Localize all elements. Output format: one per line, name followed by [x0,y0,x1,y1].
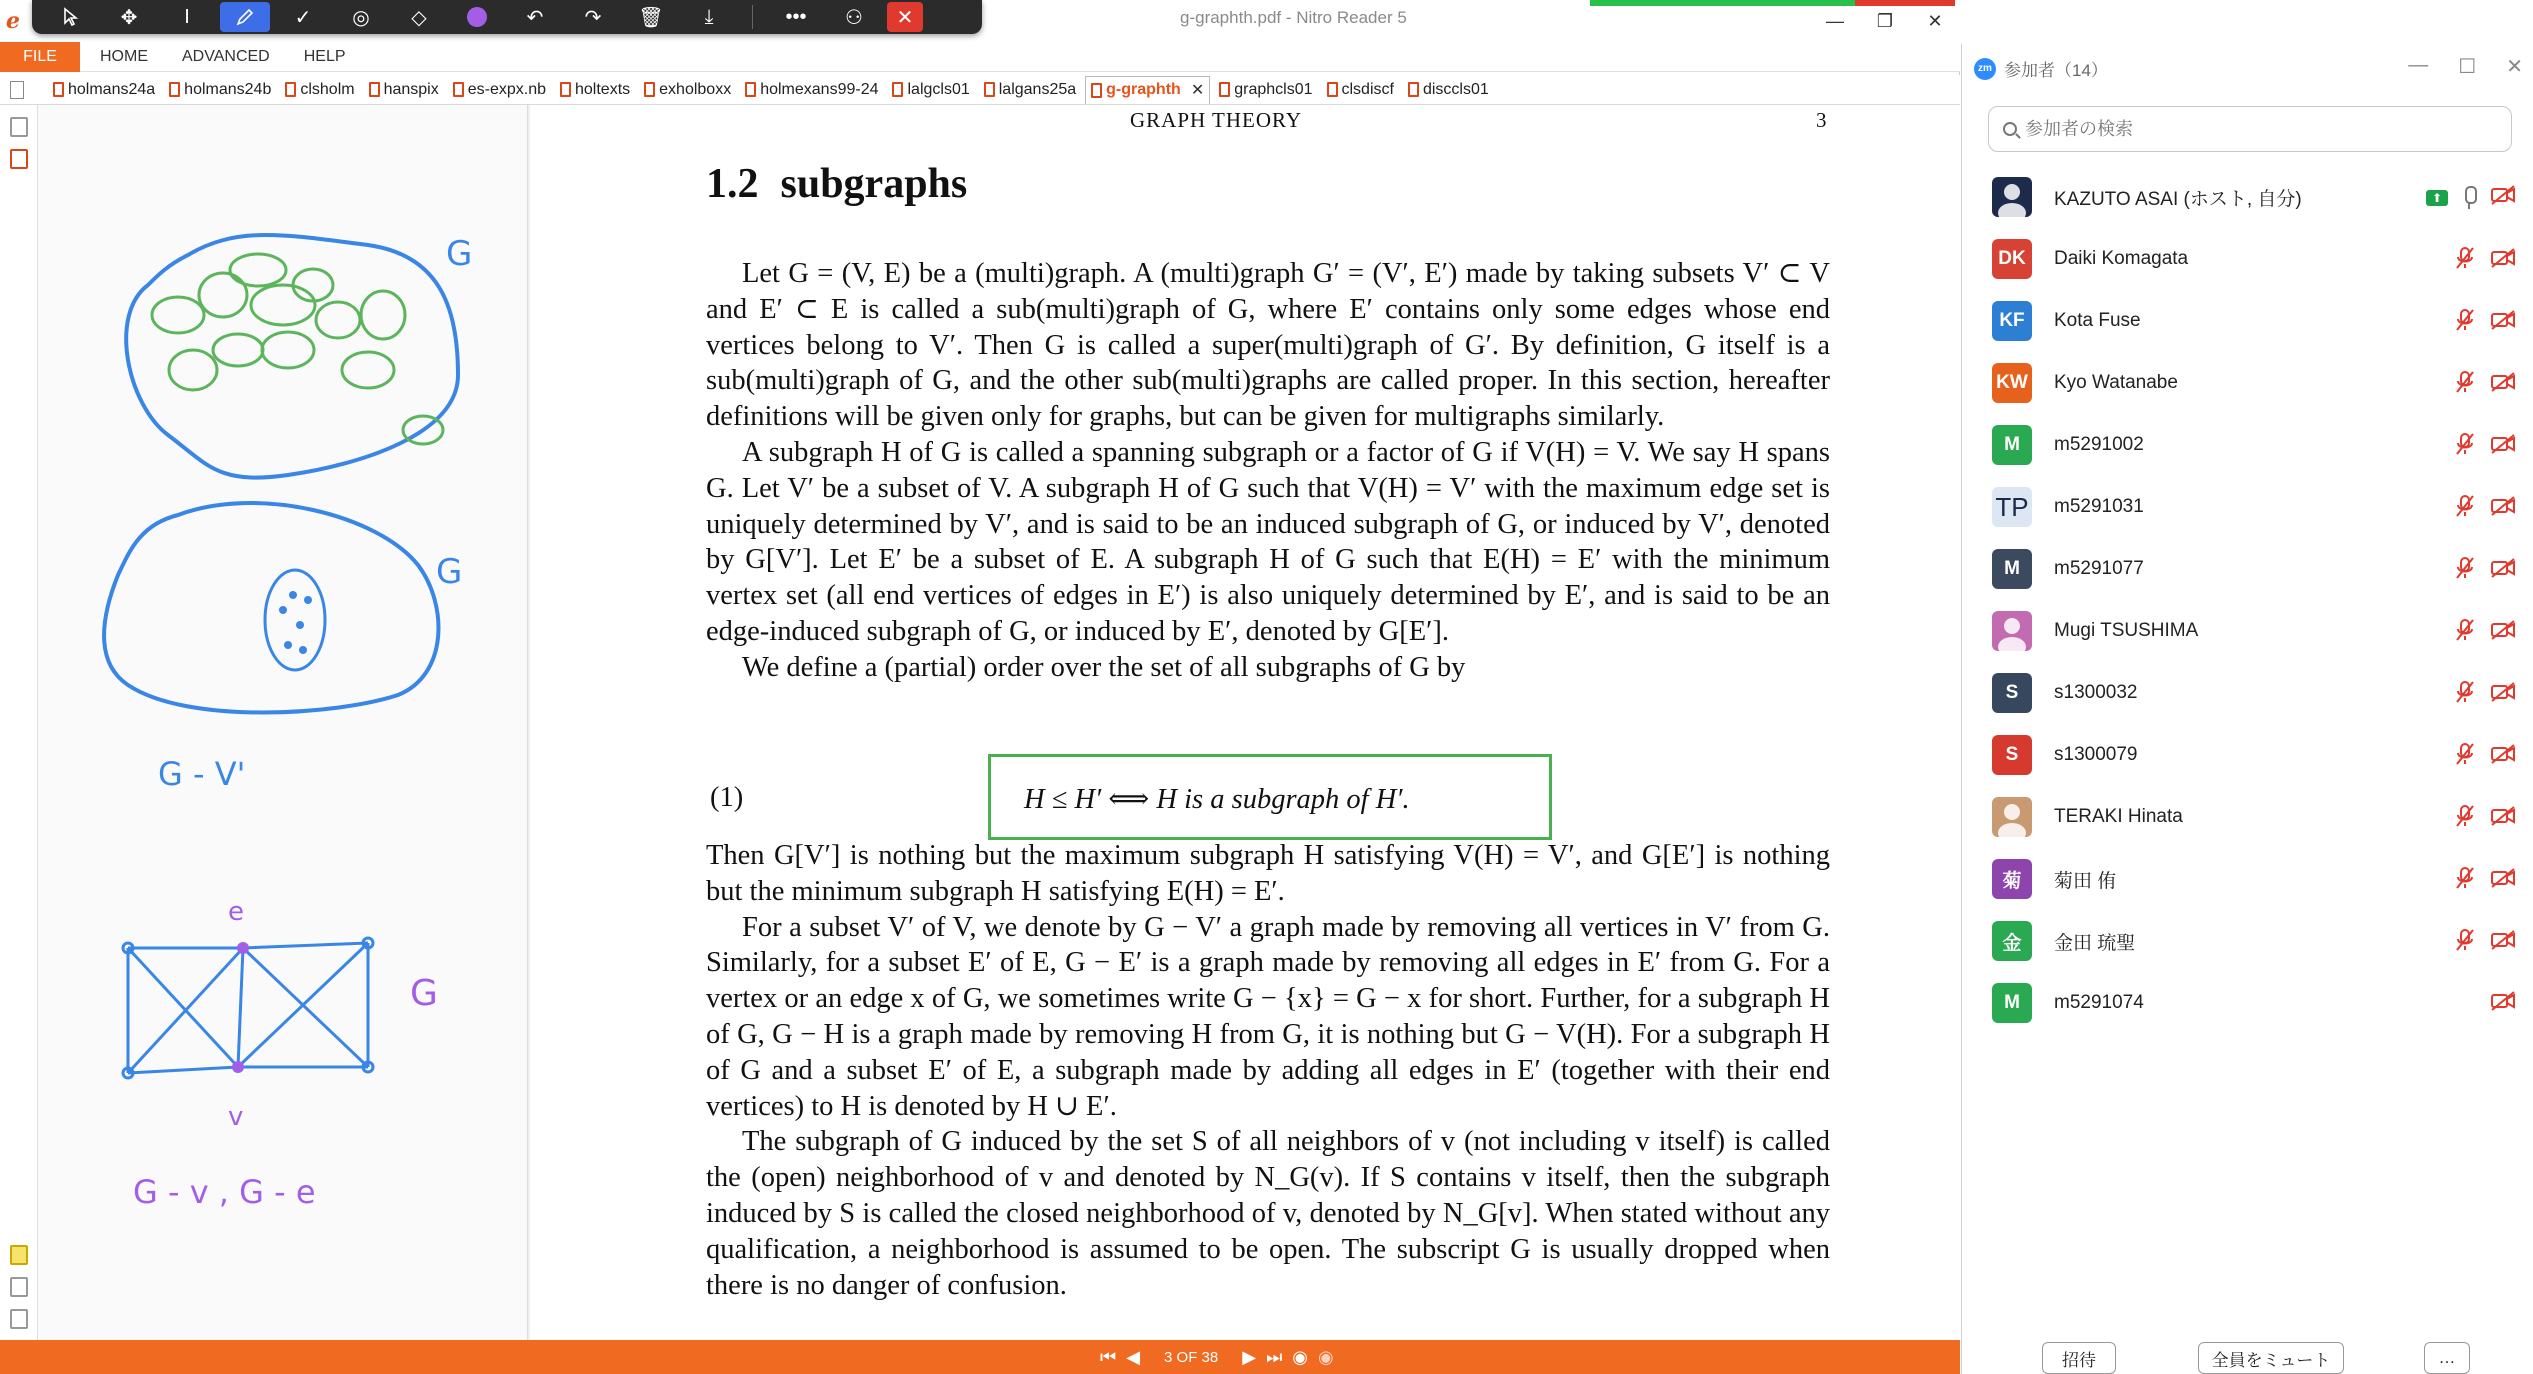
spotlight-icon[interactable]: ◎ [352,6,370,29]
avatar-initials: S [2005,682,2019,703]
doc-tab[interactable] [280,76,359,104]
doc-tab-label: lalgcls01 [907,80,970,98]
mic-muted-icon[interactable] [2454,928,2476,957]
avatar-initials: KF [1999,310,2025,331]
doc-tab[interactable] [448,76,551,104]
avatar [1992,239,2032,279]
paragraph-5: For a subset V′ of V, we denote by G − V′ a graph made by removing all vertices in V′ from G. Similarly, for a subset E′ of E, G − E′ is a graph made by removing all edges in E′ from G. For a vertex or an edge x of G, we sometimes write G − {x} = G − x for short. Further, for a subgraph H of G, G − H is a graph made by removing H from G, it is nothing but G − V(H). For a subgraph H of G and a subset E′ of E, a subgraph made by adding all edges in E′ (together with their end vertices) to H is denoted by H ∪ E′. [706,911,1830,1122]
prev-page-icon[interactable]: ◀ [1126,1346,1141,1367]
video-off-icon[interactable] [2490,867,2516,894]
back-view-icon[interactable]: ◉ [1292,1346,1309,1367]
more-options-button[interactable]: … [2424,1342,2470,1374]
pdf-file-icon [560,82,571,97]
avatar-initials: DK [1998,248,2026,269]
paragraph-1: Let G = (V, E) be a (multi)graph. A (multi)graph G′ = (V′, E′) made by taking subsets V′ ⊂ V and E′ ⊂ E is called a sub(multi)graph of G, where E′ contains only some edges whose end vertices belong to V′. Then G is called a super(multi)graph of G′. By definition, G itself is a sub(multi)graph of G, and the other sub(multi)graphs are called proper. In this section, hereafter definitions will be given only for graphs, but can be given for multigraphs similarly. [706,258,1830,433]
avatar [1992,301,2032,341]
help-menu[interactable]: HELP [303,47,346,65]
doc-tab-label: holmans24b [184,80,272,98]
pdf-file-icon [1408,82,1419,97]
video-off-icon[interactable] [2490,557,2516,584]
running-head: GRAPH THEORY [1130,108,1303,132]
pdf-file-icon [644,82,655,97]
maximize-icon[interactable]: ❐ [1876,10,1894,31]
pdf-file-icon [1327,82,1338,97]
pdf-file-icon [1091,83,1102,98]
video-off-icon[interactable] [2490,743,2516,770]
more-options-icon[interactable]: ••• [785,5,807,28]
avatar-initials: 菊 [2002,870,2022,892]
window-title: g-graphth.pdf - Nitro Reader 5 [1180,8,1407,27]
equation-label: (1) [710,782,744,813]
participant-row[interactable] [1962,724,2533,786]
mic-muted-icon[interactable] [2454,866,2476,895]
equation-text: H ≤ H′ ⟺ H is a subgraph of H′. [1024,784,1410,815]
video-off-icon[interactable] [2490,619,2516,646]
avatar [1992,549,2032,589]
doc-tab-label: holtexts [575,80,631,98]
window-controls [1810,0,1960,42]
mic-muted-icon[interactable] [2454,370,2476,399]
avatar [1992,177,2032,217]
video-off-icon[interactable] [2490,990,2516,1017]
mouse-pointer-icon[interactable] [46,2,96,32]
participant-name: m5291002 [2054,434,2144,455]
participant-row[interactable] [1962,476,2533,538]
mic-muted-icon[interactable] [2454,804,2476,833]
avatar [1992,363,2032,403]
pdf-file-icon [369,82,380,97]
annotation-drawings[interactable] [38,105,528,1340]
participant-row[interactable] [1962,290,2533,352]
next-page-icon[interactable]: ▶ [1242,1346,1257,1367]
color-picker-icon[interactable] [452,2,502,32]
select-move-icon[interactable]: ✥ [120,6,138,29]
doc-tab[interactable] [887,76,974,104]
avatar [1992,673,2032,713]
paragraph-4: Then G[V′] is nothing but the maximum subgraph H satisfying V(H) = V′, and G[E′] is nothing but the minimum subgraph H satisfying E(H) = E′. [706,840,1830,907]
screen-share-icon: ⬆ [2426,190,2448,206]
doc-tab-label: graphcls01 [1234,80,1313,98]
search-icon [2003,122,2017,136]
paragraph-3: We define a (partial) order over the set of all subgraphs of G by [742,651,1466,683]
video-off-icon[interactable] [2490,309,2516,336]
doc-tab[interactable] [740,76,883,104]
participant-name: m5291031 [2054,496,2144,517]
participant-name: Mugi TSUSHIMA [2054,620,2199,641]
page-navigation [1100,1340,1334,1374]
pdf-file-icon [1219,82,1230,97]
avatar-initials: KW [1996,372,2028,393]
stamp-check-icon[interactable]: ✓ [294,6,312,29]
participant-name: KAZUTO ASAI (ホスト, 自分) [2054,188,2302,210]
text-tool-icon[interactable]: I [184,5,190,28]
home-menu[interactable]: HOME [100,47,148,65]
output-icon[interactable] [10,1277,28,1297]
avatar-initials: TP [1995,491,2029,522]
forward-view-icon[interactable]: ◉ [1318,1346,1334,1367]
document-tabs [0,75,1960,105]
video-off-icon[interactable] [2490,929,2516,956]
avatar [1992,425,2032,465]
left-rail [0,105,38,1340]
avatar [1992,611,2032,651]
attachments-icon[interactable] [10,149,28,169]
participant-row[interactable] [1962,972,2533,1034]
advanced-menu[interactable]: ADVANCED [182,47,270,65]
comments-icon[interactable] [10,1245,28,1265]
participant-name: Kota Fuse [2054,310,2141,331]
doc-tab-label: clsdiscf [1341,80,1394,98]
save-download-icon[interactable]: ⤓ [704,5,714,28]
video-off-icon[interactable] [2490,371,2516,398]
pdf-file-icon [745,82,756,97]
doc-tab-label: hanspix [383,80,439,98]
pdf-file-icon [169,82,180,97]
doc-tab[interactable] [1322,76,1399,104]
status-bar [0,1340,1960,1374]
participant-name: TERAKI Hinata [2054,806,2183,827]
doc-tab-label: clsholm [300,80,355,98]
doc-tab[interactable] [48,76,160,104]
pdf-file-icon [453,82,464,97]
panel-maximize-icon[interactable]: ☐ [2458,56,2477,78]
participant-name: 菊田 侑 [2054,870,2117,892]
avatar-initials: M [2004,434,2020,455]
doc-tab-label: exholboxx [659,80,732,98]
body-block-1 [706,256,1830,686]
doc-tab-label: holmexans99-24 [760,80,879,98]
wb-label-g1: G [446,234,473,274]
wb-label-g-minus-v: G - V' [158,755,246,793]
clear-trash-icon[interactable]: 🗑 [638,6,664,29]
participant-name: s1300079 [2054,744,2138,765]
participant-name: m5291074 [2054,992,2144,1013]
panel-footer [1962,1334,2533,1374]
doc-tab-label: g-graphth [1106,81,1181,98]
participant-row[interactable] [1962,166,2533,228]
avatar [1992,921,2032,961]
participant-row[interactable] [1962,228,2533,290]
mic-muted-icon[interactable] [2454,494,2476,523]
avatar-initials: M [2004,992,2020,1013]
video-off-icon[interactable] [2490,184,2516,211]
avatar [1992,859,2032,899]
paragraph-2: A subgraph H of G is called a spanning subgraph or a factor of G if V(H) = V. We say H spans G. Let V′ be a subset of V. A subgraph H of G such that V(H) = V′ with the maximum edge set is uniquely determined by V′, and is said to be an induced subgraph of G, or induced by V′, denoted by G[V′]. Let E′ be a subset of E. A subgraph H of G such that E(H) = E′ with the minimum vertex set (all end vertices of edges in E′) is also uniquely determined by E′, and is said to be an edge-induced subgraph of G, or induced by E′, denoted by G[E′]. [706,436,1830,647]
request-control-icon[interactable]: ⚇ [845,6,863,29]
participants-header [1974,56,2108,81]
equation-1 [706,778,1830,822]
doc-tab[interactable] [555,76,635,104]
participants-title: 参加者（14） [2004,61,2108,80]
close-icon[interactable]: ✕ [1927,10,1943,31]
search-input[interactable] [2025,119,2485,140]
participant-row[interactable] [1962,910,2533,972]
panel-close-icon[interactable]: ✕ [2506,56,2523,78]
video-off-icon[interactable] [2490,681,2516,708]
properties-icon[interactable] [10,1309,28,1329]
participant-row[interactable] [1962,538,2533,600]
doc-tab[interactable] [639,76,736,104]
first-page-icon[interactable]: ⏮ [1100,1346,1117,1367]
doc-tab-label: holmans24a [68,80,156,98]
section-title [706,160,967,208]
avatar [1992,735,2032,775]
ribbon-menu [0,42,1960,72]
mute-all-button[interactable]: 全員をミュート [2198,1342,2344,1374]
mic-muted-icon[interactable] [2454,556,2476,585]
avatar-initials: 金 [2002,932,2022,954]
panel-minimize-icon[interactable]: — [2408,54,2429,76]
participant-row[interactable] [1962,414,2533,476]
video-off-icon[interactable] [2490,247,2516,274]
participant-row[interactable] [1962,662,2533,724]
wb-label-g-minus-v-e: G - v , G - e [133,1173,316,1211]
doc-tab[interactable] [979,76,1081,104]
participant-list [1962,166,2533,1034]
mic-muted-icon[interactable] [2454,308,2476,337]
section-name: subgraphs [780,161,968,207]
last-page-icon[interactable]: ⏭ [1266,1346,1283,1367]
mic-muted-icon[interactable] [2454,680,2476,709]
participant-row[interactable] [1962,352,2533,414]
page-number: 3 [1816,108,1827,132]
doc-tab-label: lalgans25a [998,80,1077,98]
participant-name: m5291077 [2054,558,2144,579]
annotation-toolbar [32,0,982,34]
video-off-icon[interactable] [2490,805,2516,832]
wb-label-e: e [228,897,244,927]
body-block-2 [706,838,1830,1303]
pdf-file-icon [53,82,64,97]
doc-tab[interactable] [164,76,276,104]
wb-label-g4: G [410,973,438,1014]
video-off-icon[interactable] [2490,433,2516,460]
pdf-file-icon [285,82,296,97]
paragraph-6: The subgraph of G induced by the set S of all neighbors of v (not including v itself) is called the (open) neighborhood of v and denoted by N_G(v). If S contains v itself, then the subgraph induced by S is called the closed neighborhood of v, denoted by N_G[v]. When stated without any qualification, a neighborhood is assumed to be open. The subscript G is usually dropped when there is no danger of confusion. [706,1126,1830,1301]
mic-muted-icon[interactable] [2454,246,2476,275]
avatar-initials: M [2004,558,2020,579]
doc-tab[interactable] [364,76,444,104]
invite-button[interactable]: 招待 [2042,1342,2116,1374]
participant-row[interactable] [1962,786,2533,848]
close-annotation-icon[interactable]: ✕ [887,2,923,32]
wb-label-v: v [228,1102,244,1132]
doc-tab[interactable] [1403,76,1494,104]
participant-name: Daiki Komagata [2054,248,2189,269]
mic-muted-icon[interactable] [2454,742,2476,771]
mic-muted-icon[interactable] [2454,618,2476,647]
participant-name: 金田 琉聖 [2054,932,2136,954]
zoom-logo-icon: zm [1974,58,1996,80]
undo-icon[interactable]: ↶ [526,6,544,29]
pdf-file-icon [984,82,995,97]
minimize-icon[interactable]: — [1826,10,1844,31]
avatar [1992,797,2032,837]
video-off-icon[interactable] [2490,495,2516,522]
doc-tab[interactable] [1085,76,1210,104]
file-menu[interactable]: FILE [0,42,80,72]
doc-tab-label: disccls01 [1422,80,1489,98]
redo-icon[interactable]: ↷ [584,6,602,29]
doc-tab[interactable] [1214,76,1317,104]
doc-tab-label: es-expx.nb [467,80,546,98]
panel-controls [2408,54,2523,79]
section-number: 1.2 [706,161,759,207]
participant-row[interactable] [1962,848,2533,910]
page-thumbnail-icon[interactable] [10,81,24,99]
avatar [1992,983,2032,1023]
blob-graph-2-outline [104,503,438,712]
draw-pen-icon[interactable] [220,2,270,32]
avatar [1992,487,2032,527]
page-indicator[interactable]: 3 OF 38 [1164,1348,1219,1366]
avatar-initials: S [2005,744,2019,765]
wb-label-g2: G [436,552,463,592]
mic-muted-icon[interactable] [2454,432,2476,461]
participant-name: s1300032 [2054,682,2138,703]
zoom-participants-panel [1961,44,2533,1374]
participant-search[interactable] [1988,106,2512,152]
close-tab-icon[interactable]: ✕ [1190,82,1205,99]
nitro-logo-icon[interactable]: ℯ [6,8,20,33]
pdf-file-icon [892,82,903,97]
participant-row[interactable] [1962,600,2533,662]
participant-name: Kyo Watanabe [2054,372,2178,393]
eraser-icon[interactable]: ◇ [411,6,427,29]
microphone-icon[interactable] [2462,186,2476,210]
bookmarks-icon[interactable] [10,117,28,137]
